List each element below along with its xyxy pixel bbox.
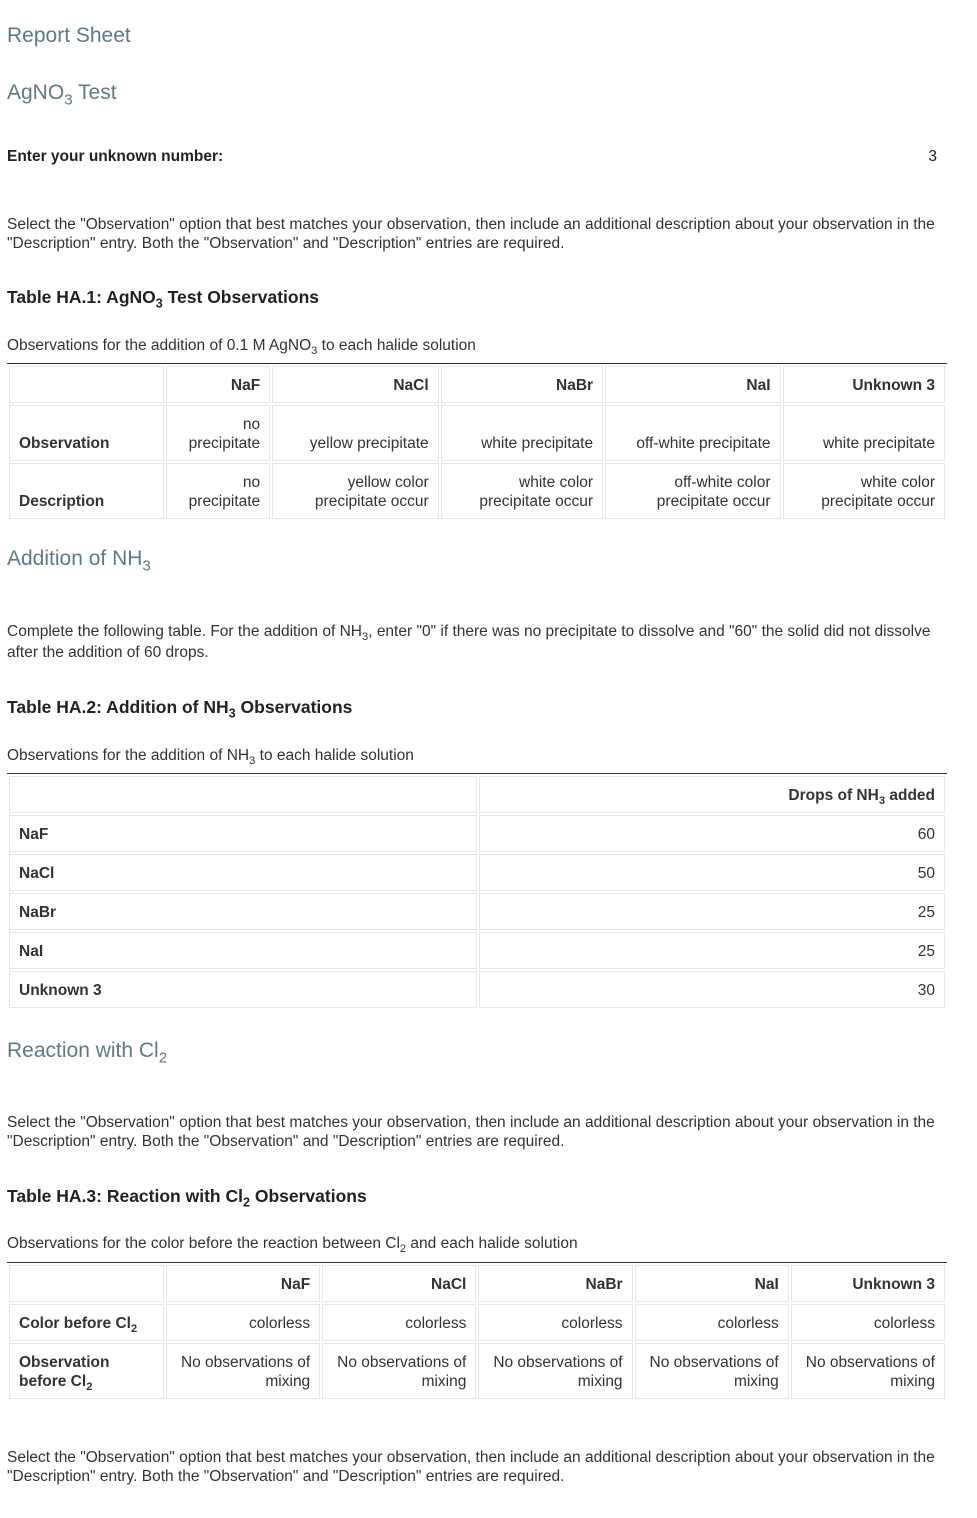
table-header-row [9,1265,945,1302]
observation-select[interactable]: No observations of mixing [322,1343,476,1399]
description-input[interactable]: off-white color precipitate occur [605,463,780,519]
cl2-instructions-after: Select the "Observation" option that best matches your observation, then include an additional description about your observation in the "Description" entry. Both the "Observation" and "Description" entries are required. [7,1449,935,1485]
table-corner-cell [9,1265,164,1302]
row-label: Color before $Cl_2$ [9,1304,164,1341]
table-corner-cell [9,366,164,403]
color-input[interactable]: colorless [166,1304,320,1341]
column-header: NaF [166,366,270,403]
table-header-row [9,366,945,403]
row-label: NaBr [9,893,477,930]
row-label: Unknown 3 [9,971,477,1008]
row-label: Description [9,463,164,519]
table-ha3-caption: Observations for the color before the reaction between $Cl_2$ and each halide solution [7,1235,578,1255]
table-row-observation [9,405,945,461]
table-row-color-before [9,1304,945,1341]
column-header: NaBr [478,1265,632,1302]
row-label: NaF [9,815,477,852]
table-row [9,854,945,891]
table-row [9,932,945,969]
table-row [9,971,945,1008]
description-input[interactable]: no precipitate [166,463,270,519]
color-input[interactable]: colorless [322,1304,476,1341]
column-header: NaI [605,366,780,403]
observation-select[interactable]: white precipitate [783,405,945,461]
table-ha2-caption: Observations for the addition of $NH_3$ to each halide solution [7,747,414,767]
drops-input[interactable]: 60 [479,815,945,852]
observation-select[interactable]: No observations of mixing [791,1343,945,1399]
table-ha1-title: Table HA.1: AgNO$_3$ Test Observations [7,287,320,311]
column-header: Unknown 3 [783,366,945,403]
color-input[interactable]: colorless [478,1304,632,1341]
drops-input[interactable]: 50 [479,854,945,891]
cl2-heading: Reaction with $Cl_2$ [7,1039,168,1067]
table-row [9,893,945,930]
table-row-description [9,463,945,519]
description-input[interactable]: white color precipitate occur [783,463,945,519]
observation-select[interactable]: no precipitate [166,405,270,461]
column-header: NaBr [441,366,603,403]
row-label: NaCl [9,854,477,891]
description-input[interactable]: yellow color precipitate occur [272,463,438,519]
color-input[interactable]: colorless [791,1304,945,1341]
unknown-number-input[interactable]: 3 [928,148,937,165]
nh3-instructions: Complete the following table. For the addition of $NH_3$, enter "0" if there was no precipitate to dissolve and "60" the solid did not dissolve after the addition of 60 drops. [7,623,931,661]
table-header-row [9,776,945,813]
table-ha3 [7,1262,947,1401]
unknown-number-label: Enter your unknown number: [7,148,224,165]
row-label: Observation [9,405,164,461]
drops-input[interactable]: 25 [479,893,945,930]
observation-select[interactable]: off-white precipitate [605,405,780,461]
row-label: NaI [9,932,477,969]
observation-select[interactable]: No observations of mixing [635,1343,789,1399]
column-header: NaI [635,1265,789,1302]
description-input[interactable]: white color precipitate occur [441,463,603,519]
agno3-heading: AgNO$_3$ Test [7,81,117,109]
table-ha3-title: Table HA.3: Reaction with $Cl_2$ Observations [7,1186,367,1210]
column-header: NaCl [322,1265,476,1302]
table-ha1-caption: Observations for the addition of 0.1 M AgNO$_3$ to each halide solution [7,337,476,357]
observation-select[interactable]: No observations of mixing [166,1343,320,1399]
nh3-heading: Addition of $NH_3$ [7,547,151,575]
column-header: NaF [166,1265,320,1302]
report-title: Report Sheet [7,24,131,47]
table-ha2 [7,773,947,1010]
observation-select[interactable]: yellow precipitate [272,405,438,461]
table-ha1 [7,363,947,521]
table-row [9,815,945,852]
column-header: Drops of $NH_3$ added [479,776,945,813]
drops-input[interactable]: 30 [479,971,945,1008]
table-row-observation-before [9,1343,945,1399]
table-ha2-title: Table HA.2: Addition of $NH_3$ Observations [7,697,353,721]
color-input[interactable]: colorless [635,1304,789,1341]
drops-input[interactable]: 25 [479,932,945,969]
cl2-instructions: Select the "Observation" option that best matches your observation, then include an additional description about your observation in the "Description" entry. Both the "Observation" and "Description" entries are required. [7,1114,935,1150]
agno3-instructions: Select the "Observation" option that best matches your observation, then include an additional description about your observation in the "Description" entry. Both the "Observation" and "Description" entries are required. [7,216,935,252]
column-header: Unknown 3 [791,1265,945,1302]
table-corner-cell [9,776,477,813]
column-header: NaCl [272,366,438,403]
observation-select[interactable]: white precipitate [441,405,603,461]
row-label: Observation before $Cl_2$ [9,1343,164,1399]
observation-select[interactable]: No observations of mixing [478,1343,632,1399]
